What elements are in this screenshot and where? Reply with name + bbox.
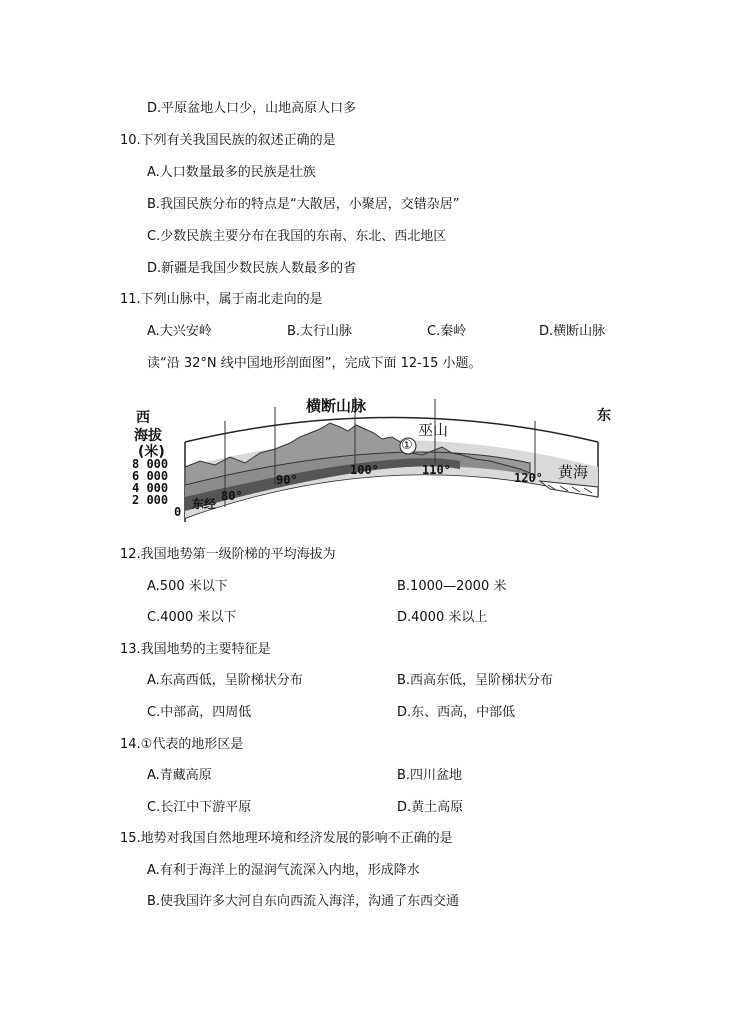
label-wushan: 巫山 (418, 421, 449, 439)
q11-option-b: B.太行山脉 (287, 324, 353, 339)
q14-stem: 14.①代表的地形区是 (120, 737, 244, 752)
q11-stem: 11.下列山脉中，属于南北走向的是 (120, 292, 323, 307)
q10-option-a: A.人口数量最多的民族是壮族 (147, 165, 316, 180)
y-tick-6000: 6 000 (132, 469, 169, 483)
y-tick-2000: 2 000 (132, 493, 169, 507)
q11-option-a: A.大兴安岭 (147, 324, 212, 339)
east-label: 东 (597, 408, 611, 424)
label-hengduan-mountains: 横断山脉 (306, 397, 367, 415)
label-yellow-sea: 黄海 (558, 463, 589, 481)
lon-tick-80: 80° (221, 489, 243, 503)
q9-option-d: D.平原盆地人口少，山地高原人口多 (147, 101, 357, 116)
y-tick-4000: 4 000 (132, 481, 169, 495)
lon-tick-110: 110° (422, 463, 451, 477)
lon-tick-90: 90° (276, 473, 298, 487)
q10-option-d: D.新疆是我国少数民族人数最多的省 (147, 261, 357, 276)
q14-option-c: C.长江中下游平原 (147, 800, 252, 815)
q13-option-a: A.东高西低，呈阶梯状分布 (147, 673, 303, 688)
q12-option-d: D.4000 米以上 (397, 610, 488, 625)
q10-option-b: B.我国民族分布的特点是“大散居，小聚居，交错杂居” (147, 197, 460, 212)
y-tick-8000: 8 000 (132, 457, 169, 471)
q14-option-b: B.四川盆地 (397, 768, 463, 783)
q10-option-c: C.少数民族主要分布在我国的东南、东北、西北地区 (147, 229, 447, 244)
q10-stem: 10.下列有关我国民族的叙述正确的是 (120, 133, 336, 148)
lon-tick-120: 120° (514, 471, 543, 485)
q12-option-b: B.1000—2000 米 (397, 579, 507, 594)
q13-option-d: D.东、西高，中部低 (397, 705, 516, 720)
lon-prefix: 东经 (192, 497, 217, 511)
terrain-profile-figure (130, 393, 620, 523)
q15-option-b: B.使我国许多大河自东向西流入海洋，沟通了东西交通 (147, 894, 460, 909)
lon-tick-100: 100° (350, 463, 379, 477)
q12-option-c: C.4000 米以下 (147, 610, 237, 625)
q11-option-c: C.秦岭 (427, 324, 467, 339)
y-tick-0: 0 (174, 505, 182, 519)
marker-1-label: ① (401, 438, 413, 453)
q15-option-a: A.有利于海洋上的湿润气流深入内地，形成降水 (147, 863, 420, 878)
q14-option-d: D.黄土高原 (397, 800, 464, 815)
axis-title-unit: (米) (138, 444, 165, 460)
q13-option-b: B.西高东低，呈阶梯状分布 (397, 673, 554, 688)
q11-option-d: D.横断山脉 (539, 324, 606, 339)
q12-option-a: A.500 米以下 (147, 579, 228, 594)
q12-stem: 12.我国地势第一级阶梯的平均海拔为 (120, 547, 336, 562)
q14-option-a: A.青藏高原 (147, 768, 212, 783)
q13-option-c: C.中部高，四周低 (147, 705, 252, 720)
west-label: 西 (136, 410, 150, 426)
q13-stem: 13.我国地势的主要特征是 (120, 642, 271, 657)
q15-stem: 15.地势对我国自然地理环境和经济发展的影响不正确的是 (120, 831, 453, 846)
reading-intro: 读“沿 32°N 线中国地形剖面图”，完成下面 12-15 小题。 (147, 356, 482, 371)
axis-title-altitude: 海拔 (134, 428, 162, 444)
